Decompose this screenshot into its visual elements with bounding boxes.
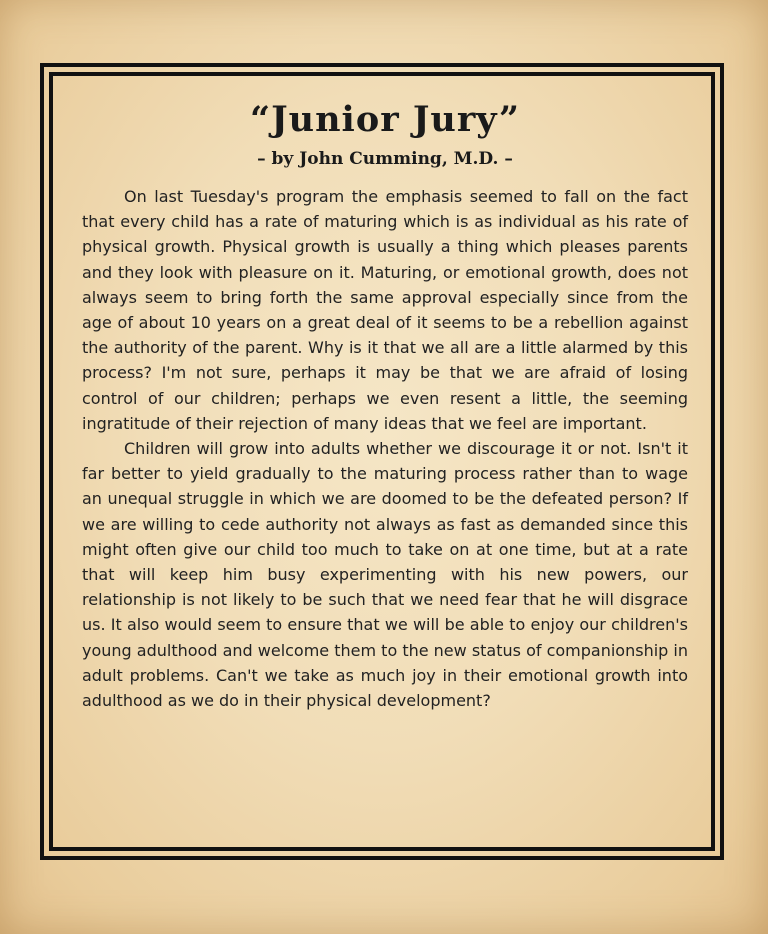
article-byline: – by John Cumming, M.D. – [257,149,513,169]
article-paragraph-1: On last Tuesday's program the emphasis seemed to fall on the fact that every child has a rate of maturing which is as individual as his rate of physical growth. Physical growth is usually a thing which pleases parents and they look with pleasure on it. Maturing, or emotional growth, does not always seem to bring forth the same approval especially since from the age of about 10 years on a great deal of it seems to be a rebellion against the authority of the parent. Why is it that we all are a little alarmed by this process? I'm not sure, perhaps it may be that we are afraid of losing control of our children; perhaps we even resent a little, the seeming ingratitude of their rejection of many ideas that we feel are important. [82,187,688,433]
article-paragraph-2: Children will grow into adults whether we discourage it or not. Isn't it far better to yield gradually to the maturing process rather than to wage an unequal struggle in which we are doomed to be the defeated person? If we are willing to cede authority not always as fast as demanded since this might often give our child too much to take on at one time, but at a rate that will keep him busy experimenting with his new powers, our relationship is not likely to be such that we need fear that he will disgrace us. It also would seem to ensure that we will be able to enjoy our children's young adulthood and welcome them to the new status of companionship in adult problems. Can't we take as much joy in their emotional growth into adulthood as we do in their physical development? [82,439,688,711]
article-body [82,98,688,713]
article-title: “Junior Jury” [249,99,521,140]
